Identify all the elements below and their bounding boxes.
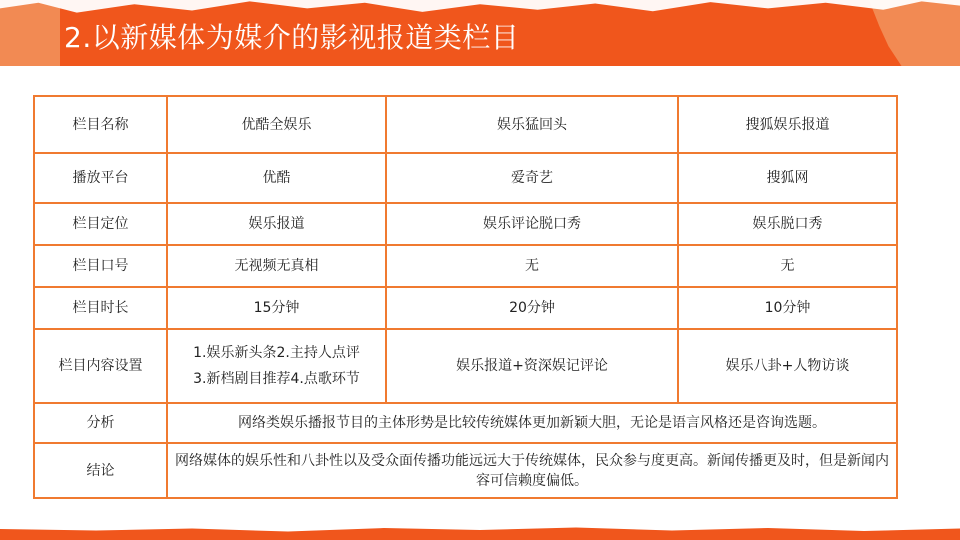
header-brush-top bbox=[0, 0, 960, 14]
table-cell: 搜狐娱乐报道 bbox=[678, 96, 897, 153]
table-row bbox=[34, 403, 897, 443]
row-label: 分析 bbox=[34, 403, 167, 443]
table-row bbox=[34, 96, 897, 153]
table-cell: 娱乐脱口秀 bbox=[678, 203, 897, 245]
table-cell: 10分钟 bbox=[678, 287, 897, 329]
table-cell: 搜狐网 bbox=[678, 153, 897, 203]
table-row bbox=[34, 287, 897, 329]
row-label: 结论 bbox=[34, 443, 167, 498]
table-row bbox=[34, 153, 897, 203]
table-cell: 15分钟 bbox=[167, 287, 386, 329]
analysis-text: 网络类娱乐播报节目的主体形势是比较传统媒体更加新颖大胆，无论是语言风格还是咨询选题。 bbox=[167, 403, 897, 443]
row-label: 栏目名称 bbox=[34, 96, 167, 153]
row-label: 栏目内容设置 bbox=[34, 329, 167, 403]
table-cell: 无 bbox=[678, 245, 897, 287]
row-label: 播放平台 bbox=[34, 153, 167, 203]
table-cell: 20分钟 bbox=[386, 287, 678, 329]
table-cell: 娱乐报道 bbox=[167, 203, 386, 245]
header-brush-right bbox=[830, 0, 960, 66]
content-line: 3.新档剧目推荐4.点歌环节 bbox=[193, 371, 360, 387]
row-label: 栏目定位 bbox=[34, 203, 167, 245]
conclusion-text: 网络媒体的娱乐性和八卦性以及受众面传播功能远远大于传统媒体，民众参与度更高。新闻传播更及时，但是新闻内容可信赖度偏低。 bbox=[167, 443, 897, 498]
table-row bbox=[34, 245, 897, 287]
comparison-table bbox=[33, 95, 898, 499]
table-cell: 娱乐八卦+人物访谈 bbox=[678, 329, 897, 403]
table-row bbox=[34, 203, 897, 245]
table-cell: 优酷全娱乐 bbox=[167, 96, 386, 153]
table-cell: 爱奇艺 bbox=[386, 153, 678, 203]
table-cell: 娱乐评论脱口秀 bbox=[386, 203, 678, 245]
row-label: 栏目时长 bbox=[34, 287, 167, 329]
table-row bbox=[34, 443, 897, 498]
page-title: 2.以新媒体为媒介的影视报道类栏目 bbox=[64, 21, 520, 54]
row-label: 栏目口号 bbox=[34, 245, 167, 287]
table-row bbox=[34, 329, 897, 403]
table-cell: 娱乐报道+资深娱记评论 bbox=[386, 329, 678, 403]
table-cell: 娱乐猛回头 bbox=[386, 96, 678, 153]
header-brush-left bbox=[0, 0, 60, 66]
table-cell: 无视频无真相 bbox=[167, 245, 386, 287]
table-cell bbox=[167, 329, 386, 403]
table-cell: 优酷 bbox=[167, 153, 386, 203]
table-cell: 无 bbox=[386, 245, 678, 287]
footer-brush bbox=[0, 527, 960, 532]
footer-banner bbox=[0, 527, 960, 540]
content-line: 1.娱乐新头条2.主持人点评 bbox=[193, 345, 360, 361]
